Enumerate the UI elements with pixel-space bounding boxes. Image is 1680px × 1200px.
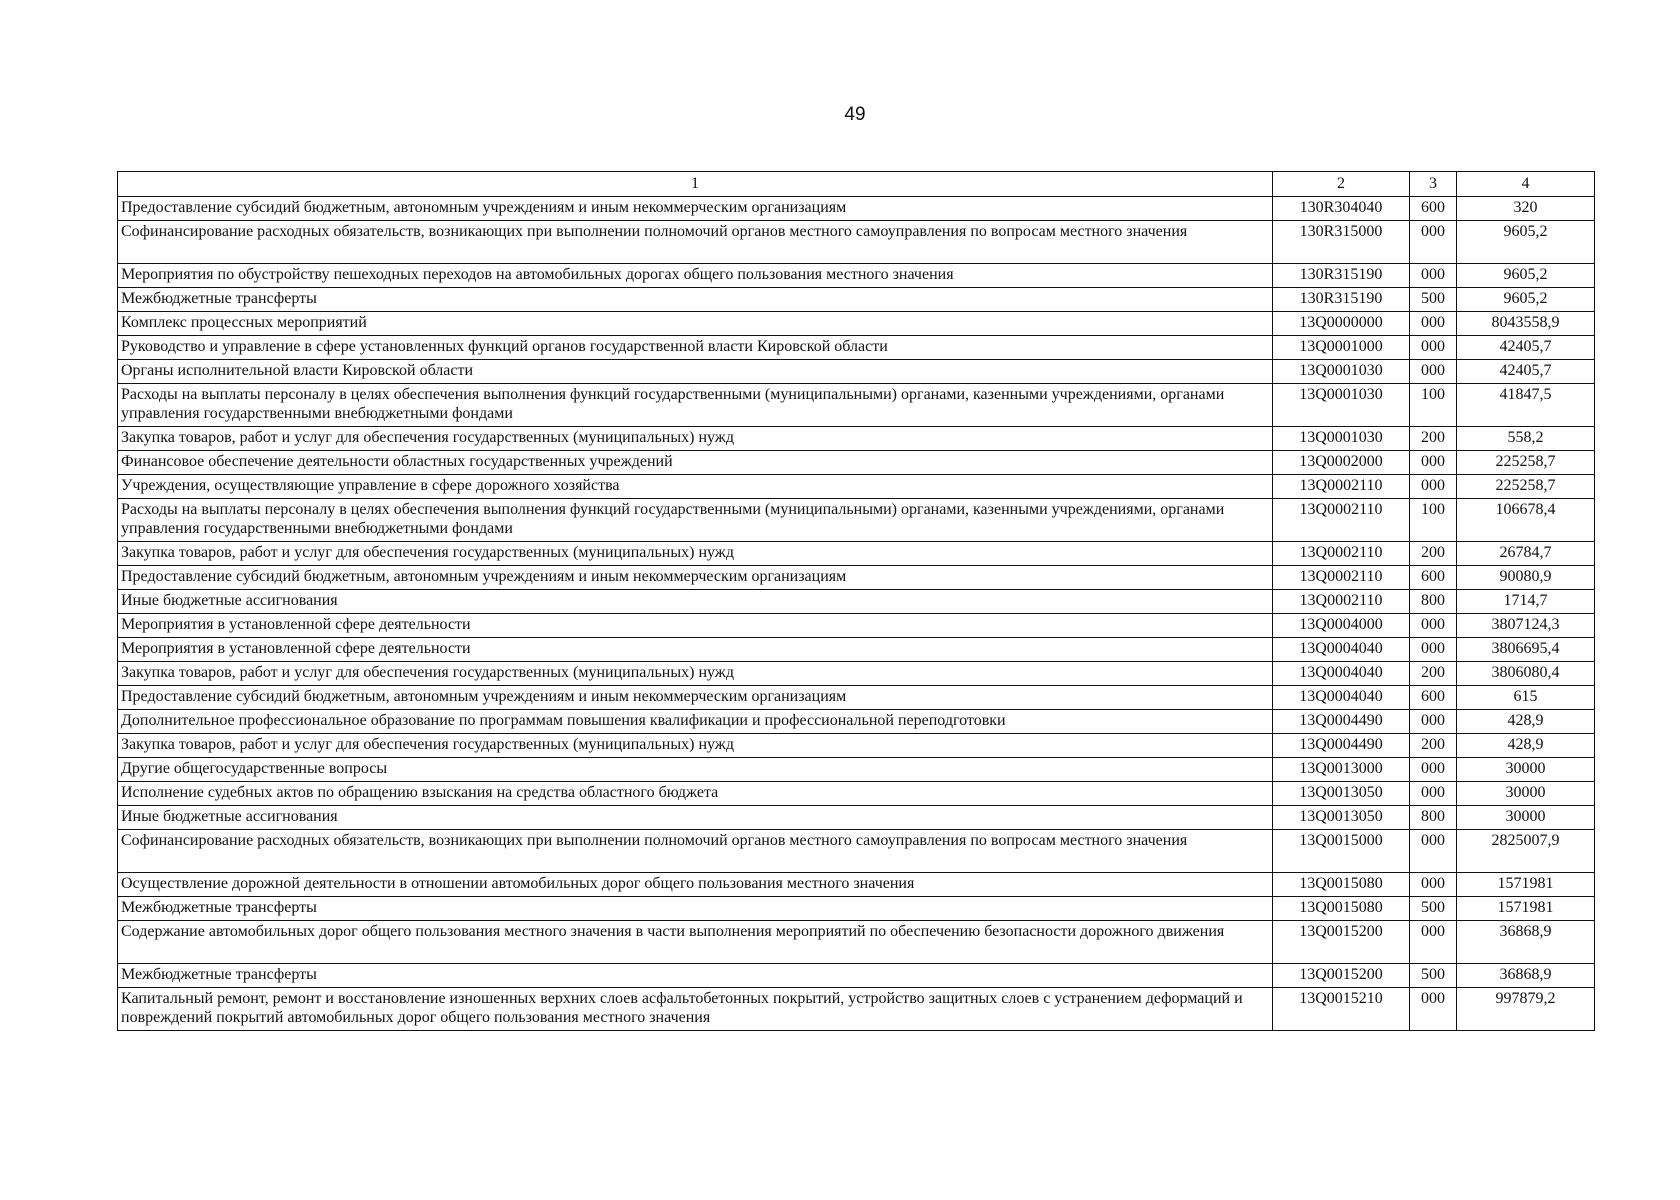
table-row [118,873,1595,897]
row-name-cell: Капитальный ремонт, ремонт и восстановление изношенных верхних слоев асфальтобетонных покрытий, устройство защитных слоев с устранением деформаций и повреждений покрытий автомобильных дорог общего пользования местного значения [118,988,1273,1031]
row-type-cell: 000 [1410,988,1457,1031]
row-amount-cell: 615 [1457,686,1595,710]
row-name-cell: Осуществление дорожной деятельности в отношении автомобильных дорог общего пользования местного значения [118,873,1273,897]
row-type-cell: 800 [1410,806,1457,830]
row-name-cell: Мероприятия по обустройству пешеходных переходов на автомобильных дорогах общего пользования местного значения [118,264,1273,288]
table-row [118,312,1595,336]
row-name-cell: Расходы на выплаты персоналу в целях обеспечения выполнения функций государственными (муниципальными) органами, казенными учреждениями, органами управления государственными внебюджетными фондами [118,499,1273,542]
row-code-cell: 13Q0015080 [1273,897,1410,921]
row-amount-cell: 36868,9 [1457,964,1595,988]
row-name-cell: Закупка товаров, работ и услуг для обеспечения государственных (муниципальных) нужд [118,662,1273,686]
row-name-cell: Закупка товаров, работ и услуг для обеспечения государственных (муниципальных) нужд [118,542,1273,566]
row-code-cell: 130R315190 [1273,264,1410,288]
row-amount-cell: 428,9 [1457,710,1595,734]
row-type-cell: 200 [1410,662,1457,686]
table-row [118,921,1595,964]
row-amount-cell: 428,9 [1457,734,1595,758]
row-type-cell: 000 [1410,221,1457,264]
row-amount-cell: 30000 [1457,782,1595,806]
row-type-cell: 000 [1410,873,1457,897]
row-type-cell: 200 [1410,427,1457,451]
row-name-cell: Иные бюджетные ассигнования [118,590,1273,614]
row-name-cell: Предоставление субсидий бюджетным, автономным учреждениям и иным некоммерческим организациям [118,686,1273,710]
row-name-cell: Софинансирование расходных обязательств, возникающих при выполнении полномочий органов местного самоуправления по вопросам местного значения [118,221,1273,264]
row-amount-cell: 1571981 [1457,873,1595,897]
row-type-cell: 600 [1410,566,1457,590]
row-name-cell: Мероприятия в установленной сфере деятельности [118,638,1273,662]
budget-table [117,171,1595,1031]
row-name-cell: Исполнение судебных актов по обращению взыскания на средства областного бюджета [118,782,1273,806]
column-header-1: 1 [118,172,1273,197]
row-type-cell: 500 [1410,288,1457,312]
row-amount-cell: 320 [1457,197,1595,221]
row-code-cell: 13Q0004040 [1273,638,1410,662]
table-row [118,686,1595,710]
row-code-cell: 13Q0002110 [1273,566,1410,590]
column-header-4: 4 [1457,172,1595,197]
row-code-cell: 13Q0015080 [1273,873,1410,897]
row-name-cell: Софинансирование расходных обязательств, возникающих при выполнении полномочий органов местного самоуправления по вопросам местного значения [118,830,1273,873]
row-name-cell: Другие общегосударственные вопросы [118,758,1273,782]
row-type-cell: 000 [1410,614,1457,638]
table-row [118,288,1595,312]
row-type-cell: 000 [1410,360,1457,384]
row-code-cell: 13Q0002110 [1273,590,1410,614]
row-type-cell: 000 [1410,638,1457,662]
table-row [118,758,1595,782]
row-type-cell: 000 [1410,830,1457,873]
table-row [118,662,1595,686]
table-row [118,384,1595,427]
row-name-cell: Предоставление субсидий бюджетным, автономным учреждениям и иным некоммерческим организациям [118,197,1273,221]
row-amount-cell: 1571981 [1457,897,1595,921]
row-code-cell: 130R315190 [1273,288,1410,312]
table-row [118,988,1595,1031]
table-row [118,475,1595,499]
row-name-cell: Межбюджетные трансферты [118,897,1273,921]
row-code-cell: 13Q0015200 [1273,921,1410,964]
row-amount-cell: 42405,7 [1457,336,1595,360]
row-amount-cell: 8043558,9 [1457,312,1595,336]
row-code-cell: 130R304040 [1273,197,1410,221]
row-name-cell: Дополнительное профессиональное образование по программам повышения квалификации и профессиональной переподготовки [118,710,1273,734]
row-type-cell: 600 [1410,197,1457,221]
row-code-cell: 13Q0001030 [1273,384,1410,427]
row-code-cell: 13Q0002110 [1273,475,1410,499]
header-row [118,172,1595,197]
row-type-cell: 600 [1410,686,1457,710]
table-row [118,590,1595,614]
row-type-cell: 000 [1410,451,1457,475]
row-name-cell: Иные бюджетные ассигнования [118,806,1273,830]
row-amount-cell: 9605,2 [1457,264,1595,288]
row-code-cell: 13Q0001030 [1273,427,1410,451]
row-amount-cell: 42405,7 [1457,360,1595,384]
row-amount-cell: 997879,2 [1457,988,1595,1031]
row-code-cell: 13Q0015200 [1273,964,1410,988]
row-code-cell: 13Q0002110 [1273,499,1410,542]
table-row [118,221,1595,264]
row-code-cell: 13Q0013000 [1273,758,1410,782]
page-number: 49 [844,104,866,125]
row-name-cell: Финансовое обеспечение деятельности областных государственных учреждений [118,451,1273,475]
table-row [118,897,1595,921]
row-amount-cell: 36868,9 [1457,921,1595,964]
row-name-cell: Межбюджетные трансферты [118,288,1273,312]
row-amount-cell: 30000 [1457,758,1595,782]
row-type-cell: 800 [1410,590,1457,614]
row-code-cell: 13Q0001030 [1273,360,1410,384]
table-row [118,734,1595,758]
row-code-cell: 13Q0001000 [1273,336,1410,360]
table-row [118,451,1595,475]
row-amount-cell: 3806080,4 [1457,662,1595,686]
table-row [118,614,1595,638]
column-header-3: 3 [1410,172,1457,197]
table-row [118,638,1595,662]
row-name-cell: Органы исполнительной власти Кировской области [118,360,1273,384]
row-code-cell: 13Q0000000 [1273,312,1410,336]
table-row [118,360,1595,384]
row-code-cell: 13Q0013050 [1273,782,1410,806]
table-row [118,542,1595,566]
row-name-cell: Мероприятия в установленной сфере деятельности [118,614,1273,638]
row-type-cell: 000 [1410,710,1457,734]
row-code-cell: 13Q0004040 [1273,662,1410,686]
row-amount-cell: 41847,5 [1457,384,1595,427]
row-amount-cell: 3806695,4 [1457,638,1595,662]
row-type-cell: 100 [1410,384,1457,427]
row-amount-cell: 9605,2 [1457,288,1595,312]
table-row [118,197,1595,221]
row-amount-cell: 90080,9 [1457,566,1595,590]
row-amount-cell: 106678,4 [1457,499,1595,542]
row-name-cell: Содержание автомобильных дорог общего пользования местного значения в части выполнения мероприятий по обеспечению безопасности дорожного движения [118,921,1273,964]
row-amount-cell: 30000 [1457,806,1595,830]
row-name-cell: Закупка товаров, работ и услуг для обеспечения государственных (муниципальных) нужд [118,734,1273,758]
table-body [118,197,1595,1031]
row-type-cell: 000 [1410,475,1457,499]
row-code-cell: 13Q0002000 [1273,451,1410,475]
table-row [118,566,1595,590]
row-amount-cell: 3807124,3 [1457,614,1595,638]
row-name-cell: Межбюджетные трансферты [118,964,1273,988]
table-row [118,830,1595,873]
row-name-cell: Закупка товаров, работ и услуг для обеспечения государственных (муниципальных) нужд [118,427,1273,451]
row-amount-cell: 26784,7 [1457,542,1595,566]
row-type-cell: 000 [1410,336,1457,360]
table-row [118,806,1595,830]
row-amount-cell: 9605,2 [1457,221,1595,264]
row-code-cell: 13Q0004040 [1273,686,1410,710]
row-code-cell: 13Q0004490 [1273,734,1410,758]
table-row [118,782,1595,806]
row-type-cell: 000 [1410,921,1457,964]
row-name-cell: Предоставление субсидий бюджетным, автономным учреждениям и иным некоммерческим организациям [118,566,1273,590]
row-code-cell: 13Q0004490 [1273,710,1410,734]
row-name-cell: Руководство и управление в сфере установленных функций органов государственной власти Кировской области [118,336,1273,360]
row-type-cell: 500 [1410,897,1457,921]
row-type-cell: 000 [1410,264,1457,288]
table-row [118,499,1595,542]
row-amount-cell: 225258,7 [1457,451,1595,475]
row-type-cell: 200 [1410,734,1457,758]
row-code-cell: 13Q0015210 [1273,988,1410,1031]
row-type-cell: 100 [1410,499,1457,542]
row-type-cell: 000 [1410,312,1457,336]
table-row [118,710,1595,734]
row-amount-cell: 2825007,9 [1457,830,1595,873]
row-code-cell: 130R315000 [1273,221,1410,264]
row-name-cell: Расходы на выплаты персоналу в целях обеспечения выполнения функций государственными (муниципальными) органами, казенными учреждениями, органами управления государственными внебюджетными фондами [118,384,1273,427]
table-row [118,264,1595,288]
row-code-cell: 13Q0002110 [1273,542,1410,566]
column-header-2: 2 [1273,172,1410,197]
row-name-cell: Комплекс процессных мероприятий [118,312,1273,336]
table-row [118,964,1595,988]
row-code-cell: 13Q0004000 [1273,614,1410,638]
row-name-cell: Учреждения, осуществляющие управление в сфере дорожного хозяйства [118,475,1273,499]
table-row [118,336,1595,360]
row-amount-cell: 225258,7 [1457,475,1595,499]
row-type-cell: 000 [1410,782,1457,806]
row-code-cell: 13Q0015000 [1273,830,1410,873]
row-type-cell: 200 [1410,542,1457,566]
row-type-cell: 500 [1410,964,1457,988]
row-type-cell: 000 [1410,758,1457,782]
row-amount-cell: 558,2 [1457,427,1595,451]
row-amount-cell: 1714,7 [1457,590,1595,614]
table-row [118,427,1595,451]
row-code-cell: 13Q0013050 [1273,806,1410,830]
